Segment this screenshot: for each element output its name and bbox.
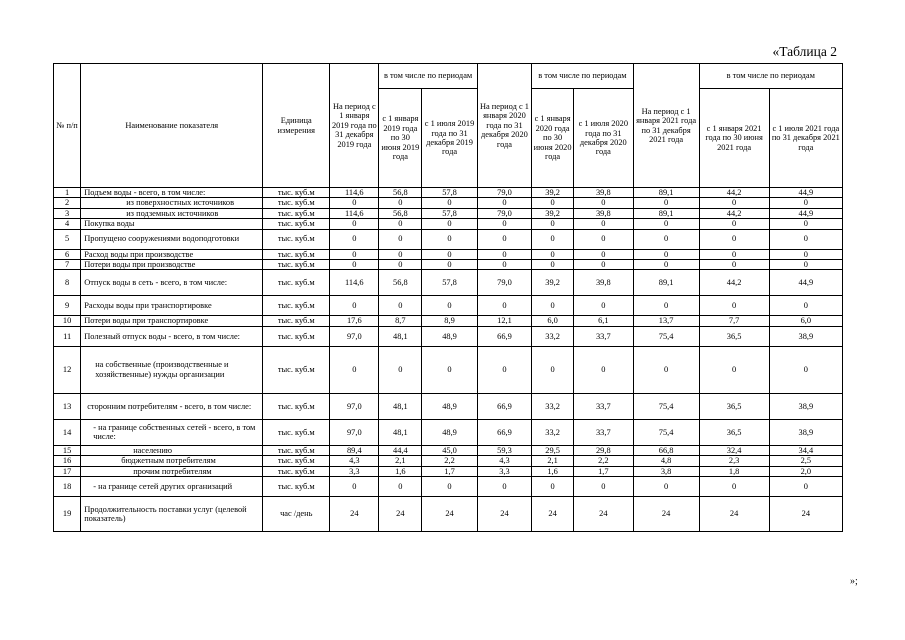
value-cell: 29,5 — [532, 445, 574, 455]
value-cell: 56,8 — [379, 208, 422, 218]
value-cell: 33,2 — [532, 419, 574, 445]
row-number-cell: 19 — [54, 497, 81, 532]
row-number-cell: 6 — [54, 249, 81, 259]
value-cell: 24 — [330, 497, 379, 532]
value-cell: 0 — [699, 249, 769, 259]
row-number-cell: 1 — [54, 188, 81, 198]
indicator-name-cell: Расход воды при производстве — [81, 249, 263, 259]
table-row — [54, 249, 843, 259]
value-cell: 75,4 — [633, 419, 699, 445]
value-cell: 0 — [699, 229, 769, 249]
value-cell: 48,1 — [379, 419, 422, 445]
value-cell: 0 — [532, 260, 574, 270]
value-cell: 0 — [330, 229, 379, 249]
value-cell: 36,5 — [699, 393, 769, 419]
value-cell: 0 — [422, 346, 477, 393]
value-cell: 0 — [422, 229, 477, 249]
value-cell: 0 — [532, 249, 574, 259]
value-cell: 0 — [330, 219, 379, 229]
unit-cell: тыс. куб.м — [263, 477, 330, 497]
value-cell: 0 — [699, 219, 769, 229]
value-cell: 36,5 — [699, 326, 769, 346]
value-cell: 7,7 — [699, 316, 769, 326]
value-cell: 0 — [574, 219, 634, 229]
value-cell: 48,1 — [379, 393, 422, 419]
header-h2-2020: с 1 июля 2020 года по 31 декабря 2020 года — [574, 89, 634, 188]
unit-cell: час /день — [263, 497, 330, 532]
value-cell: 0 — [422, 219, 477, 229]
table-row — [54, 219, 843, 229]
value-cell: 4,3 — [330, 456, 379, 466]
closing-quote: »; — [850, 576, 858, 587]
header-h1-2021: с 1 января 2021 года по 30 июня 2021 года — [699, 89, 769, 188]
value-cell: 66,9 — [477, 326, 531, 346]
value-cell: 1,7 — [574, 466, 634, 476]
row-number-cell: 18 — [54, 477, 81, 497]
value-cell: 33,7 — [574, 419, 634, 445]
value-cell: 0 — [699, 260, 769, 270]
water-supply-table — [53, 63, 843, 532]
value-cell: 56,8 — [379, 270, 422, 296]
value-cell: 1,7 — [422, 466, 477, 476]
value-cell: 0 — [477, 249, 531, 259]
value-cell: 0 — [574, 229, 634, 249]
value-cell: 0 — [379, 477, 422, 497]
value-cell: 59,3 — [477, 445, 531, 455]
value-cell: 24 — [422, 497, 477, 532]
header-unit: Единица измерения — [263, 64, 330, 188]
value-cell: 75,4 — [633, 393, 699, 419]
value-cell: 0 — [574, 249, 634, 259]
value-cell: 66,9 — [477, 419, 531, 445]
indicator-name-cell: Потери воды при производстве — [81, 260, 263, 270]
header-incl-2021: в том числе по периодам — [699, 64, 842, 89]
indicator-name-cell: Покупка воды — [81, 219, 263, 229]
header-period-2019: На период с 1 января 2019 года по 31 декабря 2019 года — [330, 64, 379, 188]
indicator-name-cell: прочим потребителям — [81, 466, 263, 476]
unit-cell: тыс. куб.м — [263, 393, 330, 419]
value-cell: 39,2 — [532, 188, 574, 198]
value-cell: 75,4 — [633, 326, 699, 346]
value-cell: 44,2 — [699, 208, 769, 218]
value-cell: 0 — [532, 477, 574, 497]
value-cell: 0 — [422, 296, 477, 316]
row-number-cell: 2 — [54, 198, 81, 208]
value-cell: 33,7 — [574, 326, 634, 346]
value-cell: 0 — [379, 296, 422, 316]
value-cell: 0 — [330, 260, 379, 270]
value-cell: 24 — [699, 497, 769, 532]
unit-cell: тыс. куб.м — [263, 419, 330, 445]
value-cell: 2,3 — [699, 456, 769, 466]
value-cell: 0 — [769, 346, 842, 393]
value-cell: 0 — [699, 346, 769, 393]
header-h1-2019: с 1 января 2019 года по 30 июня 2019 года — [379, 89, 422, 188]
indicator-name-cell: из подземных источников — [81, 208, 263, 218]
table-row — [54, 229, 843, 249]
value-cell: 24 — [477, 497, 531, 532]
value-cell: 3,8 — [633, 466, 699, 476]
value-cell: 0 — [574, 260, 634, 270]
table-caption: «Таблица 2 — [772, 44, 837, 59]
value-cell: 56,8 — [379, 188, 422, 198]
indicator-name-cell: Отпуск воды в сеть - всего, в том числе: — [81, 270, 263, 296]
value-cell: 45,0 — [422, 445, 477, 455]
value-cell: 4,3 — [477, 456, 531, 466]
value-cell: 0 — [769, 219, 842, 229]
value-cell: 0 — [422, 477, 477, 497]
value-cell: 0 — [769, 477, 842, 497]
indicator-name-cell: Подъем воды - всего, в том числе: — [81, 188, 263, 198]
value-cell: 97,0 — [330, 326, 379, 346]
indicator-name-cell: - на границе сетей других организаций — [81, 477, 263, 497]
unit-cell: тыс. куб.м — [263, 270, 330, 296]
value-cell: 13,7 — [633, 316, 699, 326]
value-cell: 114,6 — [330, 208, 379, 218]
value-cell: 39,8 — [574, 270, 634, 296]
table-row — [54, 208, 843, 218]
value-cell: 0 — [330, 249, 379, 259]
value-cell: 0 — [379, 249, 422, 259]
table-row — [54, 393, 843, 419]
header-h2-2021: с 1 июля 2021 года по 31 декабря 2021 года — [769, 89, 842, 188]
value-cell: 4,8 — [633, 456, 699, 466]
value-cell: 0 — [330, 346, 379, 393]
row-number-cell: 12 — [54, 346, 81, 393]
header-h1-2020: с 1 января 2020 года по 30 июня 2020 года — [532, 89, 574, 188]
value-cell: 0 — [330, 477, 379, 497]
value-cell: 0 — [633, 346, 699, 393]
value-cell: 24 — [574, 497, 634, 532]
value-cell: 57,8 — [422, 270, 477, 296]
table-row — [54, 198, 843, 208]
value-cell: 0 — [532, 229, 574, 249]
header-h2-2019: с 1 июля 2019 года по 31 декабря 2019 года — [422, 89, 477, 188]
value-cell: 0 — [574, 296, 634, 316]
value-cell: 0 — [633, 198, 699, 208]
value-cell: 44,2 — [699, 188, 769, 198]
unit-cell: тыс. куб.м — [263, 326, 330, 346]
indicator-name-cell: Расходы воды при транспортировке — [81, 296, 263, 316]
indicator-name-cell: населению — [81, 445, 263, 455]
header-incl-2019: в том числе по периодам — [379, 64, 477, 89]
value-cell: 44,4 — [379, 445, 422, 455]
value-cell: 39,8 — [574, 208, 634, 218]
value-cell: 29,8 — [574, 445, 634, 455]
indicator-name-cell: на собственные (производственные и хозяйственные) нужды организации — [81, 346, 263, 393]
value-cell: 0 — [633, 229, 699, 249]
value-cell: 0 — [477, 296, 531, 316]
value-cell: 6,0 — [532, 316, 574, 326]
table-row — [54, 260, 843, 270]
unit-cell: тыс. куб.м — [263, 198, 330, 208]
value-cell: 38,9 — [769, 393, 842, 419]
value-cell: 0 — [477, 260, 531, 270]
unit-cell: тыс. куб.м — [263, 316, 330, 326]
value-cell: 89,4 — [330, 445, 379, 455]
row-number-cell: 5 — [54, 229, 81, 249]
indicator-name-cell: Полезный отпуск воды - всего, в том числе: — [81, 326, 263, 346]
value-cell: 0 — [699, 198, 769, 208]
value-cell: 2,2 — [422, 456, 477, 466]
row-number-cell: 9 — [54, 296, 81, 316]
value-cell: 79,0 — [477, 208, 531, 218]
table-row — [54, 497, 843, 532]
table-row — [54, 346, 843, 393]
row-number-cell: 13 — [54, 393, 81, 419]
value-cell: 8,9 — [422, 316, 477, 326]
value-cell: 1,6 — [532, 466, 574, 476]
value-cell: 2,0 — [769, 466, 842, 476]
table-body — [54, 188, 843, 532]
table-row — [54, 188, 843, 198]
value-cell: 0 — [379, 346, 422, 393]
row-number-cell: 17 — [54, 466, 81, 476]
value-cell: 38,9 — [769, 326, 842, 346]
table-header — [54, 64, 843, 188]
value-cell: 66,9 — [477, 393, 531, 419]
value-cell: 0 — [477, 198, 531, 208]
value-cell: 33,2 — [532, 393, 574, 419]
value-cell: 79,0 — [477, 188, 531, 198]
value-cell: 97,0 — [330, 419, 379, 445]
value-cell: 12,1 — [477, 316, 531, 326]
value-cell: 6,1 — [574, 316, 634, 326]
value-cell: 0 — [330, 198, 379, 208]
value-cell: 0 — [422, 198, 477, 208]
unit-cell: тыс. куб.м — [263, 219, 330, 229]
value-cell: 0 — [379, 229, 422, 249]
indicator-name-cell: - на границе собственных сетей - всего, в том числе: — [81, 419, 263, 445]
value-cell: 0 — [574, 198, 634, 208]
unit-cell: тыс. куб.м — [263, 260, 330, 270]
row-number-cell: 11 — [54, 326, 81, 346]
row-number-cell: 4 — [54, 219, 81, 229]
value-cell: 0 — [422, 260, 477, 270]
value-cell: 1,8 — [699, 466, 769, 476]
value-cell: 24 — [633, 497, 699, 532]
value-cell: 0 — [422, 249, 477, 259]
value-cell: 39,8 — [574, 188, 634, 198]
header-incl-2020: в том числе по периодам — [532, 64, 633, 89]
value-cell: 0 — [769, 260, 842, 270]
header-name: Наименование показателя — [81, 64, 263, 188]
unit-cell: тыс. куб.м — [263, 456, 330, 466]
unit-cell: тыс. куб.м — [263, 466, 330, 476]
unit-cell: тыс. куб.м — [263, 188, 330, 198]
value-cell: 48,1 — [379, 326, 422, 346]
table-row — [54, 419, 843, 445]
value-cell: 0 — [633, 249, 699, 259]
value-cell: 44,9 — [769, 188, 842, 198]
value-cell: 24 — [532, 497, 574, 532]
value-cell: 44,2 — [699, 270, 769, 296]
value-cell: 48,9 — [422, 419, 477, 445]
value-cell: 0 — [477, 477, 531, 497]
value-cell: 0 — [699, 296, 769, 316]
value-cell: 48,9 — [422, 326, 477, 346]
unit-cell: тыс. куб.м — [263, 229, 330, 249]
value-cell: 57,8 — [422, 188, 477, 198]
value-cell: 0 — [477, 229, 531, 249]
value-cell: 0 — [769, 229, 842, 249]
value-cell: 0 — [379, 219, 422, 229]
row-number-cell: 8 — [54, 270, 81, 296]
value-cell: 0 — [379, 198, 422, 208]
row-number-cell: 16 — [54, 456, 81, 466]
header-period-2020: На период с 1 января 2020 года по 31 декабря 2020 года — [477, 64, 531, 188]
value-cell: 39,2 — [532, 208, 574, 218]
value-cell: 32,4 — [699, 445, 769, 455]
value-cell: 2,1 — [379, 456, 422, 466]
value-cell: 0 — [633, 219, 699, 229]
value-cell: 0 — [574, 346, 634, 393]
value-cell: 6,0 — [769, 316, 842, 326]
indicator-name-cell: из поверхностных источников — [81, 198, 263, 208]
value-cell: 38,9 — [769, 419, 842, 445]
table-row — [54, 466, 843, 476]
unit-cell: тыс. куб.м — [263, 445, 330, 455]
value-cell: 1,6 — [379, 466, 422, 476]
table-row — [54, 316, 843, 326]
value-cell: 89,1 — [633, 208, 699, 218]
indicator-name-cell: бюджетным потребителям — [81, 456, 263, 466]
indicator-name-cell: Пропущено сооружениями водоподготовки — [81, 229, 263, 249]
table-row — [54, 456, 843, 466]
header-num: № п/п — [54, 64, 81, 188]
value-cell: 36,5 — [699, 419, 769, 445]
row-number-cell: 3 — [54, 208, 81, 218]
value-cell: 89,1 — [633, 188, 699, 198]
value-cell: 89,1 — [633, 270, 699, 296]
value-cell: 44,9 — [769, 208, 842, 218]
value-cell: 24 — [379, 497, 422, 532]
value-cell: 33,2 — [532, 326, 574, 346]
value-cell: 8,7 — [379, 316, 422, 326]
row-number-cell: 15 — [54, 445, 81, 455]
value-cell: 0 — [477, 219, 531, 229]
value-cell: 0 — [532, 346, 574, 393]
value-cell: 0 — [769, 198, 842, 208]
value-cell: 39,2 — [532, 270, 574, 296]
value-cell: 33,7 — [574, 393, 634, 419]
value-cell: 0 — [379, 260, 422, 270]
value-cell: 0 — [574, 477, 634, 497]
table-row — [54, 445, 843, 455]
value-cell: 2,1 — [532, 456, 574, 466]
table-row — [54, 296, 843, 316]
unit-cell: тыс. куб.м — [263, 208, 330, 218]
unit-cell: тыс. куб.м — [263, 296, 330, 316]
value-cell: 0 — [699, 477, 769, 497]
value-cell: 79,0 — [477, 270, 531, 296]
value-cell: 44,9 — [769, 270, 842, 296]
value-cell: 0 — [769, 249, 842, 259]
value-cell: 0 — [769, 296, 842, 316]
value-cell: 97,0 — [330, 393, 379, 419]
table-row — [54, 270, 843, 296]
value-cell: 66,8 — [633, 445, 699, 455]
value-cell: 17,6 — [330, 316, 379, 326]
value-cell: 0 — [532, 198, 574, 208]
table-row — [54, 326, 843, 346]
indicator-name-cell: Продолжительность поставки услуг (целевой показатель) — [81, 497, 263, 532]
value-cell: 0 — [532, 219, 574, 229]
value-cell: 114,6 — [330, 188, 379, 198]
row-number-cell: 7 — [54, 260, 81, 270]
value-cell: 0 — [633, 260, 699, 270]
value-cell: 114,6 — [330, 270, 379, 296]
value-cell: 48,9 — [422, 393, 477, 419]
row-number-cell: 14 — [54, 419, 81, 445]
unit-cell: тыс. куб.м — [263, 346, 330, 393]
value-cell: 3,3 — [477, 466, 531, 476]
header-period-2021: На период с 1 января 2021 года по 31 декабря 2021 года — [633, 64, 699, 188]
value-cell: 24 — [769, 497, 842, 532]
value-cell: 0 — [477, 346, 531, 393]
value-cell: 57,8 — [422, 208, 477, 218]
row-number-cell: 10 — [54, 316, 81, 326]
value-cell: 3,3 — [330, 466, 379, 476]
value-cell: 0 — [330, 296, 379, 316]
value-cell: 34,4 — [769, 445, 842, 455]
value-cell: 2,5 — [769, 456, 842, 466]
value-cell: 0 — [633, 477, 699, 497]
value-cell: 2,2 — [574, 456, 634, 466]
unit-cell: тыс. куб.м — [263, 249, 330, 259]
indicator-name-cell: Потери воды при транспортировке — [81, 316, 263, 326]
value-cell: 0 — [633, 296, 699, 316]
indicator-name-cell: сторонним потребителям - всего, в том числе: — [81, 393, 263, 419]
value-cell: 0 — [532, 296, 574, 316]
table-row — [54, 477, 843, 497]
